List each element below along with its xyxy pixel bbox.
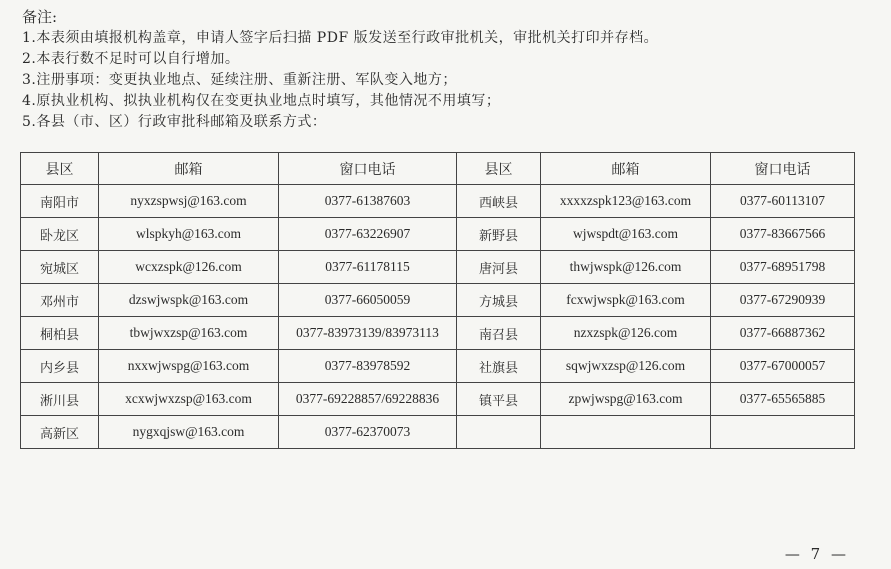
email-cell: wcxzspk@126.com	[99, 251, 279, 284]
phone-cell: 0377-68951798	[711, 251, 855, 284]
table-row	[21, 284, 855, 317]
note-line-5: 5.各县（市、区）行政审批科邮箱及联系方式：	[22, 114, 327, 130]
county-cell: 高新区	[21, 416, 99, 449]
phone-cell: 0377-66887362	[711, 317, 855, 350]
county-cell: 淅川县	[21, 383, 99, 416]
email-cell: wjwspdt@163.com	[541, 218, 711, 251]
note-line-1: 1.本表须由填报机构盖章，申请人签字后扫描 PDF 版发送至行政审批机关，审批机关打印并存档。	[22, 30, 659, 46]
header-email: 邮箱	[541, 153, 711, 185]
phone-cell: 0377-66050059	[279, 284, 457, 317]
header-email: 邮箱	[99, 153, 279, 185]
table-row	[21, 350, 855, 383]
county-cell: 南召县	[457, 317, 541, 350]
phone-cell: 0377-69228857/69228836	[279, 383, 457, 416]
phone-cell: 0377-83973139/83973113	[279, 317, 457, 350]
note-line-4: 4.原执业机构、拟执业机构仅在变更执业地点时填写，其他情况不用填写；	[22, 93, 501, 109]
county-cell: 西峡县	[457, 185, 541, 218]
notes-title: 备注:	[22, 8, 58, 26]
page-number: — 7 —	[784, 545, 849, 563]
table-row	[21, 218, 855, 251]
email-cell: xcxwjwxzsp@163.com	[99, 383, 279, 416]
table-row	[21, 317, 855, 350]
county-cell: 内乡县	[21, 350, 99, 383]
note-line-2: 2.本表行数不足时可以自行增加。	[22, 51, 240, 67]
email-cell: nyxzspwsj@163.com	[99, 185, 279, 218]
note-line-3: 3.注册事项：变更执业地点、延续注册、重新注册、军队变入地方；	[22, 72, 457, 88]
county-cell: 桐柏县	[21, 317, 99, 350]
phone-cell: 0377-83667566	[711, 218, 855, 251]
email-cell: zpwjwspg@163.com	[541, 383, 711, 416]
table-row	[21, 251, 855, 284]
contact-table	[20, 152, 855, 449]
county-cell: 宛城区	[21, 251, 99, 284]
county-cell: 邓州市	[21, 284, 99, 317]
county-cell: 南阳市	[21, 185, 99, 218]
county-cell	[457, 416, 541, 449]
phone-cell: 0377-83978592	[279, 350, 457, 383]
notes-section	[22, 6, 882, 133]
email-cell: wlspkyh@163.com	[99, 218, 279, 251]
email-cell: tbwjwxzsp@163.com	[99, 317, 279, 350]
county-cell: 唐河县	[457, 251, 541, 284]
email-cell: nxxwjwspg@163.com	[99, 350, 279, 383]
email-cell: sqwjwxzsp@126.com	[541, 350, 711, 383]
table-header-row	[21, 153, 855, 185]
phone-cell: 0377-63226907	[279, 218, 457, 251]
header-phone: 窗口电话	[711, 153, 855, 185]
email-cell	[541, 416, 711, 449]
table-row	[21, 416, 855, 449]
phone-cell: 0377-61178115	[279, 251, 457, 284]
phone-cell: 0377-61387603	[279, 185, 457, 218]
header-county: 县区	[457, 153, 541, 185]
phone-cell: 0377-60113107	[711, 185, 855, 218]
table-row	[21, 383, 855, 416]
table-row	[21, 185, 855, 218]
county-cell: 新野县	[457, 218, 541, 251]
phone-cell: 0377-65565885	[711, 383, 855, 416]
county-cell: 方城县	[457, 284, 541, 317]
email-cell: dzswjwspk@163.com	[99, 284, 279, 317]
county-cell: 镇平县	[457, 383, 541, 416]
email-cell: thwjwspk@126.com	[541, 251, 711, 284]
phone-cell	[711, 416, 855, 449]
header-county: 县区	[21, 153, 99, 185]
county-cell: 卧龙区	[21, 218, 99, 251]
email-cell: xxxxzspk123@163.com	[541, 185, 711, 218]
table-body	[21, 185, 855, 449]
email-cell: fcxwjwspk@163.com	[541, 284, 711, 317]
county-cell: 社旗县	[457, 350, 541, 383]
header-phone: 窗口电话	[279, 153, 457, 185]
email-cell: nzxzspk@126.com	[541, 317, 711, 350]
phone-cell: 0377-67290939	[711, 284, 855, 317]
email-cell: nygxqjsw@163.com	[99, 416, 279, 449]
phone-cell: 0377-67000057	[711, 350, 855, 383]
phone-cell: 0377-62370073	[279, 416, 457, 449]
